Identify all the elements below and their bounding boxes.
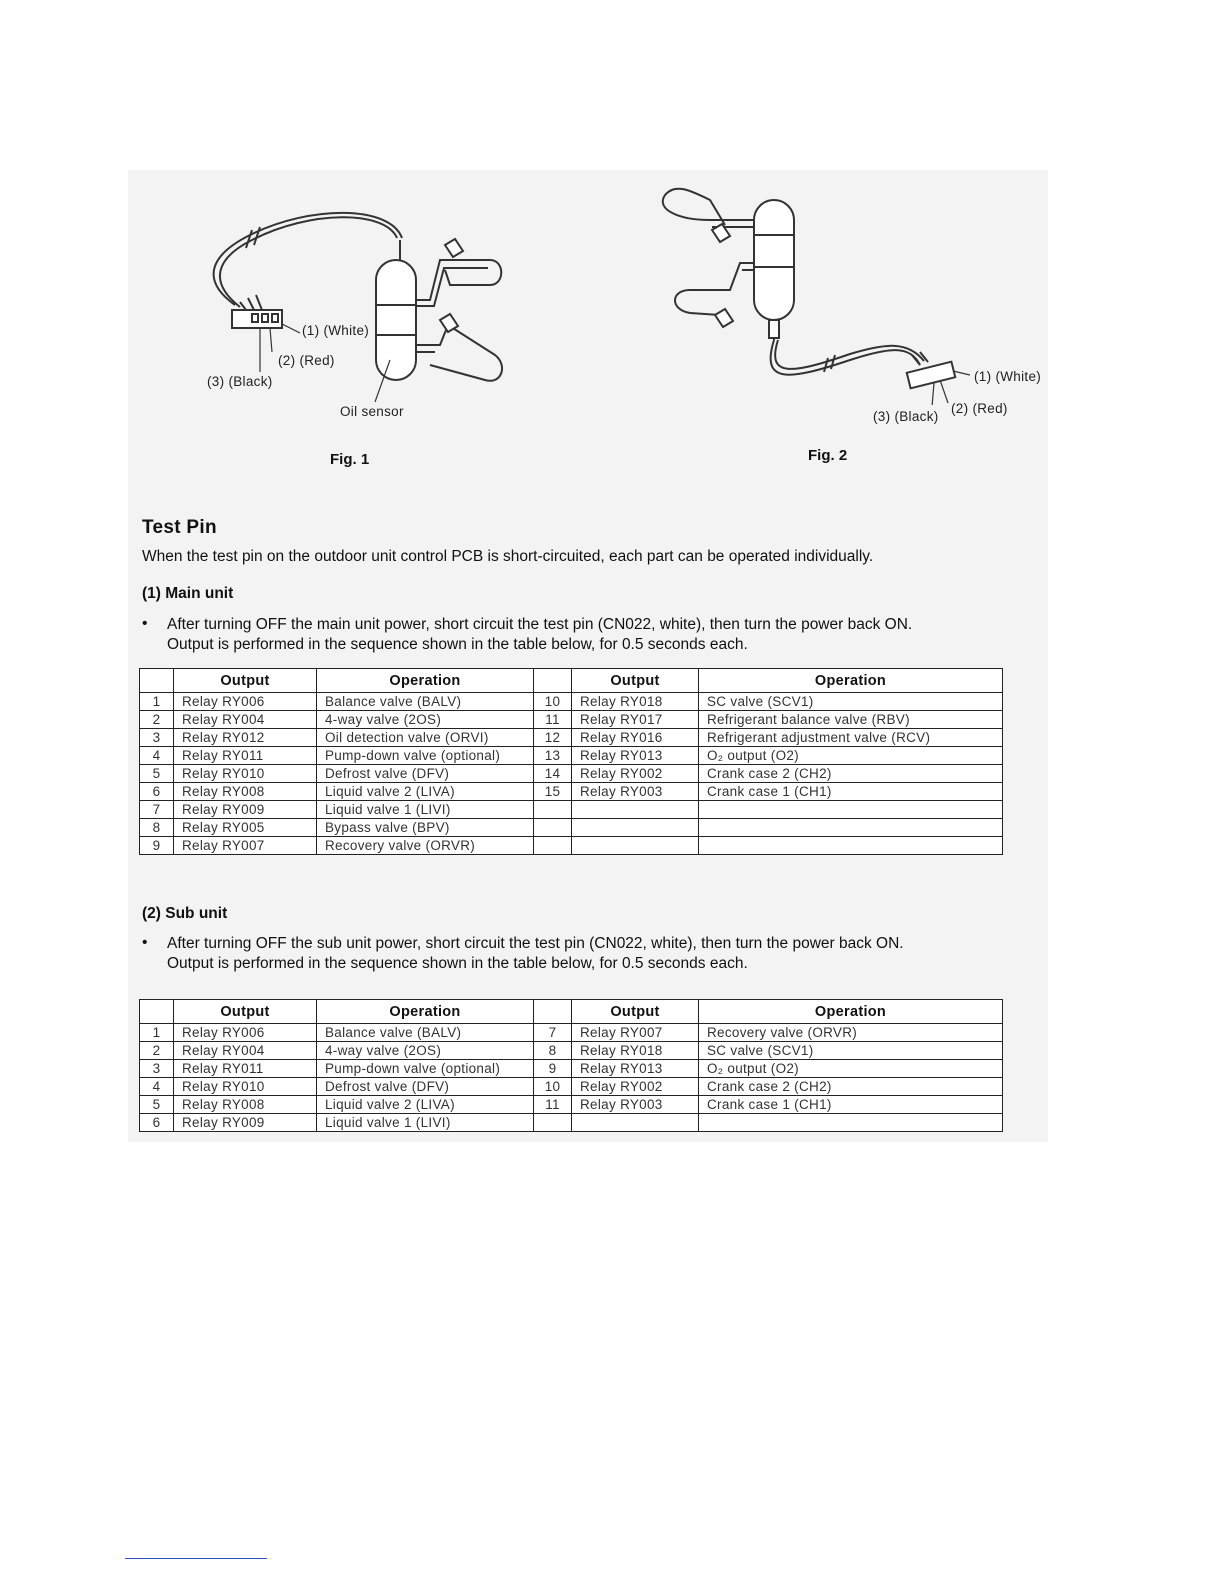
row-number: 4 [140,1078,174,1096]
output-cell: Relay RY013 [572,1060,699,1078]
row-number: 5 [140,1096,174,1114]
fig2-label-red: (2) (Red) [951,401,1008,416]
header-no [140,1000,174,1024]
table-row [140,693,1003,711]
row-number: 15 [534,783,572,801]
row-number: 6 [140,1114,174,1132]
row-number: 5 [140,765,174,783]
output-cell: Relay RY003 [572,1096,699,1114]
sub-unit-heading: (2) Sub unit [142,905,228,922]
main-unit-instruction [167,615,912,655]
row-number: 9 [140,837,174,855]
header-operation: Operation [699,669,1003,693]
output-cell: Relay RY004 [174,711,317,729]
operation-cell: Liquid valve 1 (LIVI) [317,801,534,819]
table-header-row [140,669,1003,693]
table-row [140,1078,1003,1096]
header-operation: Operation [317,669,534,693]
output-cell: Relay RY012 [174,729,317,747]
output-cell: Relay RY004 [174,1042,317,1060]
operation-cell: O₂ output (O2) [699,1060,1003,1078]
table-header-row [140,1000,1003,1024]
operation-cell [699,801,1003,819]
output-cell [572,837,699,855]
operation-cell: Refrigerant balance valve (RBV) [699,711,1003,729]
row-number: 9 [534,1060,572,1078]
operation-cell: Crank case 2 (CH2) [699,1078,1003,1096]
row-number: 6 [140,783,174,801]
operation-cell: Crank case 2 (CH2) [699,765,1003,783]
row-number: 11 [534,1096,572,1114]
header-output: Output [572,669,699,693]
operation-cell: Pump-down valve (optional) [317,747,534,765]
header-output: Output [174,669,317,693]
table-row [140,801,1003,819]
header-no [534,669,572,693]
row-number: 12 [534,729,572,747]
fig1-label-sensor: Oil sensor [340,404,404,419]
header-operation: Operation [317,1000,534,1024]
row-number: 2 [140,1042,174,1060]
row-number: 13 [534,747,572,765]
row-number: 10 [534,1078,572,1096]
operation-cell: Defrost valve (DFV) [317,765,534,783]
oil-sensor-illustration-2 [650,175,970,405]
fig1-label-white: (1) (White) [302,323,370,338]
fig1-label-red: (2) (Red) [278,353,335,368]
table-row [140,1096,1003,1114]
header-no [140,669,174,693]
section-title: Test Pin [142,517,217,538]
operation-cell: Liquid valve 2 (LIVA) [317,1096,534,1114]
output-cell: Relay RY005 [174,819,317,837]
operation-cell: Refrigerant adjustment valve (RCV) [699,729,1003,747]
header-output: Output [572,1000,699,1024]
sub-unit-table-body [140,1024,1003,1132]
sub-unit-table [139,999,1003,1132]
section-intro: When the test pin on the outdoor unit control PCB is short-circuited, each part can be operated individually. [142,548,874,565]
output-cell: Relay RY006 [174,1024,317,1042]
output-cell [572,1114,699,1132]
table-row [140,1024,1003,1042]
row-number: 7 [140,801,174,819]
fig1-label-black: (3) (Black) [207,374,273,389]
operation-cell: O₂ output (O2) [699,747,1003,765]
table-row [140,729,1003,747]
fig2-label-white: (1) (White) [974,369,1042,384]
row-number [534,819,572,837]
output-cell: Relay RY002 [572,1078,699,1096]
sub-unit-line-1: After turning OFF the sub unit power, short circuit the test pin (CN022, white), then turn the power back ON. [167,935,904,952]
operation-cell: Liquid valve 1 (LIVI) [317,1114,534,1132]
output-cell: Relay RY013 [572,747,699,765]
output-cell: Relay RY018 [572,693,699,711]
output-cell: Relay RY010 [174,1078,317,1096]
row-number: 4 [140,747,174,765]
output-cell: Relay RY009 [174,1114,317,1132]
table-row [140,1042,1003,1060]
operation-cell: Balance valve (BALV) [317,693,534,711]
row-number: 10 [534,693,572,711]
operation-cell: Balance valve (BALV) [317,1024,534,1042]
row-number: 2 [140,711,174,729]
operation-cell: Pump-down valve (optional) [317,1060,534,1078]
output-cell: Relay RY011 [174,747,317,765]
operation-cell: 4-way valve (2OS) [317,711,534,729]
sub-unit-instruction [167,934,904,974]
figure-2 [650,175,970,405]
output-cell: Relay RY018 [572,1042,699,1060]
table-row [140,1060,1003,1078]
table-row [140,819,1003,837]
row-number: 8 [140,819,174,837]
row-number [534,1114,572,1132]
output-cell: Relay RY016 [572,729,699,747]
fig2-label-black: (3) (Black) [873,409,939,424]
footer-rule [125,1558,267,1559]
operation-cell [699,1114,1003,1132]
row-number: 7 [534,1024,572,1042]
header-no [534,1000,572,1024]
fig2-caption: Fig. 2 [808,447,848,464]
output-cell: Relay RY007 [572,1024,699,1042]
main-unit-heading: (1) Main unit [142,585,234,602]
operation-cell: Recovery valve (ORVR) [317,837,534,855]
table-row [140,783,1003,801]
header-operation: Operation [699,1000,1003,1024]
operation-cell [699,837,1003,855]
row-number [534,801,572,819]
operation-cell: Oil detection valve (ORVI) [317,729,534,747]
operation-cell: Bypass valve (BPV) [317,819,534,837]
operation-cell: Defrost valve (DFV) [317,1078,534,1096]
output-cell [572,819,699,837]
output-cell [572,801,699,819]
bullet-dot: • [142,615,148,632]
row-number: 8 [534,1042,572,1060]
output-cell: Relay RY007 [174,837,317,855]
row-number: 3 [140,1060,174,1078]
table-row [140,747,1003,765]
operation-cell: 4-way valve (2OS) [317,1042,534,1060]
output-cell: Relay RY011 [174,1060,317,1078]
table-row [140,1114,1003,1132]
operation-cell: SC valve (SCV1) [699,1042,1003,1060]
bullet-dot: • [142,934,148,951]
sub-unit-line-2: Output is performed in the sequence shown in the table below, for 0.5 seconds each. [167,955,748,972]
table-row [140,711,1003,729]
header-output: Output [174,1000,317,1024]
operation-cell [699,819,1003,837]
row-number: 14 [534,765,572,783]
operation-cell: Recovery valve (ORVR) [699,1024,1003,1042]
operation-cell: Crank case 1 (CH1) [699,783,1003,801]
operation-cell: SC valve (SCV1) [699,693,1003,711]
row-number: 1 [140,693,174,711]
output-cell: Relay RY009 [174,801,317,819]
output-cell: Relay RY017 [572,711,699,729]
table-row [140,837,1003,855]
output-cell: Relay RY003 [572,783,699,801]
output-cell: Relay RY010 [174,765,317,783]
output-cell: Relay RY002 [572,765,699,783]
output-cell: Relay RY006 [174,693,317,711]
row-number: 11 [534,711,572,729]
row-number [534,837,572,855]
main-unit-table [139,668,1003,855]
main-unit-line-2: Output is performed in the sequence shown in the table below, for 0.5 seconds each. [167,636,748,653]
main-unit-table-body [140,693,1003,855]
row-number: 3 [140,729,174,747]
operation-cell: Liquid valve 2 (LIVA) [317,783,534,801]
output-cell: Relay RY008 [174,783,317,801]
table-row [140,765,1003,783]
output-cell: Relay RY008 [174,1096,317,1114]
operation-cell: Crank case 1 (CH1) [699,1096,1003,1114]
main-unit-line-1: After turning OFF the main unit power, short circuit the test pin (CN022, white), then turn the power back ON. [167,616,913,633]
row-number: 1 [140,1024,174,1042]
fig1-caption: Fig. 1 [330,451,370,468]
